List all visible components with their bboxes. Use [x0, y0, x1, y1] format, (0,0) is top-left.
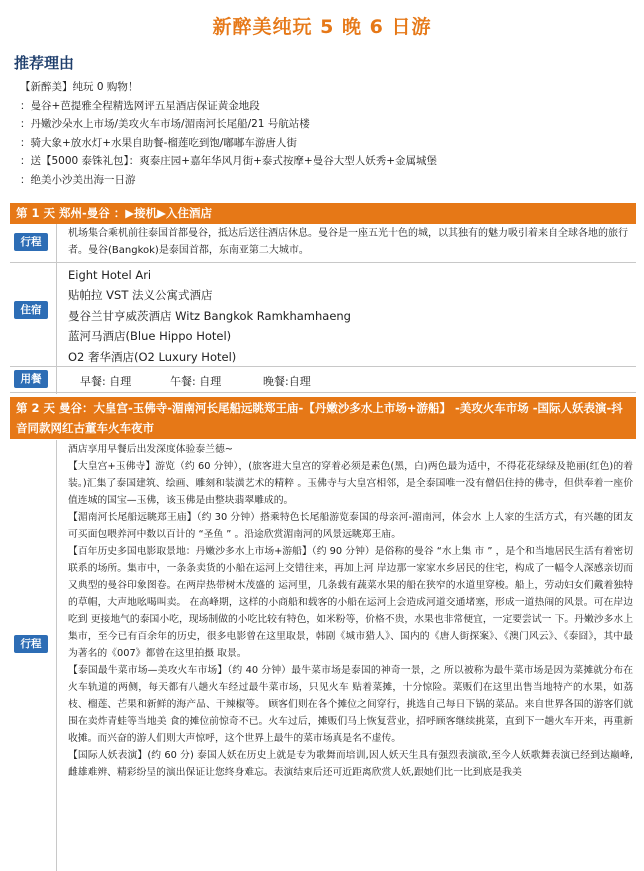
recommend-heading: 推荐理由 [14, 54, 75, 72]
hotel-item: Eight Hotel Ari [68, 268, 152, 282]
day2-paragraph: 【泰国最牛菜市场—美攻火车市场】（约 40 分钟）最牛菜市场是泰国的神奇一景，之 所以被称为最牛菜市场是因为菜摊就分布在火车轨道的两侧，每天都有八趟火车经过最牛菜市场，只见火车 贴着菜摊，十分惊险。菜贩们在这里出售当地特产的水果，如荔枝、榴莲、芒果和新鲜的海产品、干辣椒等。 顾客们则在各个摊位之间穿行，挑选自己每日下锅的菜品。来自世界各国的游客们就围在卖炸青蛙等当地美 食的摊位前惊奇不已。火车过后，摊贩们马上恢复营业，招呼顾客继续挑菜，直到下一趟火车开来，再重新 收摊。而兴奋的游人们则大声惊呼，这个世界上最牛的菜市场真是名不虚传。 [68, 665, 633, 744]
recommend-list [20, 78, 630, 190]
hotel-item: 曼谷兰甘亨威茨酒店 Witz Bangkok Ramkhamhaeng [68, 308, 351, 323]
breakfast-value: 早餐: 自理 [80, 375, 132, 388]
hotel-list [68, 265, 351, 367]
day1-itinerary-text: 机场集合乘机前往泰国首都曼谷，抵达后送往酒店休息。曼谷是一座五光十色的城，以其独有的魅力吸引着来自全球各地的旅行者。曼谷(Bangkok)是泰国首都，东南亚第二大城市。 [68, 228, 628, 256]
day2-paragraph: 【国际人妖表演】(约 60 分) 泰国人妖在历史上就是专为歌舞而培训,因人妖天生具有强烈表演欲,至今人妖歌舞表演已经到达巅峰,雌雄难辨、精彩纷呈的演出保证让您终身难忘。表演结束后还可近距离欣赏人妖,跟她们比一比到底是我美 [68, 750, 633, 778]
day2-paragraph: 酒店享用早餐后出发深度体验泰兰德~ [68, 444, 233, 455]
day1-meal-label: 用餐 [14, 370, 48, 388]
day2-paragraph: 【湄南河长尾船远眺郑王庙】（约 30 分钟）搭乘特色长尾船游览泰国的母亲河-湄南河，体会水 上人家的生活方式，有兴趣的团友可买面包喂养河中数以百计的 “圣鱼 ” 。沿途欣赏湄南河的风景远眺郑王庙。 [68, 512, 633, 540]
recommend-item: 【新醉美】纯玩 0 购物！ [20, 81, 139, 93]
day2-paragraph: 【百年历史多国电影取景地：丹嫩沙多水上市场+游船】（约 90 分钟）是俗称的曼谷 “水上集 市 ” ，是个和当地居民生活有着密切联系的场所。集市中，一条条卖货的小船在运河上交错往来，再加上河 岸边那一家家水乡居民的住宅，构成了一幅令人深感亲切而又典型的曼谷印象图卷。在两岸热带树木茂盛的 运河里，几条载有蔬菜水果的船在狭窄的水道里穿梭。船上，劳动妇女们戴着独特的草帽，大声地吆喝叫卖。 在高峰期，这样的小商船和载客的小船在运河上会造成河道交通堵塞，形成一道热闹的风景。可在岸边吃到 更接地气的泰国小吃，现场制做的小吃比较有特色，如米粉等，价格不贵，水果也非常便宜，一定要尝试一 下。丹嫩沙多水上集市，至今已有百余年的历史，很多电影曾在这里取景，韩剧《城市猎人》、国内的《唐人街探案》、《澳门风云》、《泰囧》，其中最为著名的《007》都曾在这里拍摄 取景。 [68, 546, 633, 659]
divider [10, 262, 636, 263]
recommend-item: ：送【5000 泰铢礼包】：爽泰庄园+嘉年华风月街+泰式按摩+曼谷大型人妖秀+金属城堡 [20, 155, 437, 168]
column-divider [56, 224, 57, 394]
day2-itinerary-text [68, 441, 633, 781]
page-title: 新醉美纯玩 5 晚 6 日游 [212, 16, 432, 38]
day1-hotel-label: 住宿 [14, 301, 48, 319]
day2-paragraph: 【大皇宫+玉佛寺】游览（约 60 分钟），(旅客进大皇宫的穿着必须是素色(黑，白)两色最为适中，不得花花绿绿及艳丽(红色)的着装。)汇集了泰国建筑、绘画、雕刻和装潢艺术的精粹 。玉佛寺与大皇宫相邻，是全泰国唯一没有僧侣住持的佛寺，但供奉着一座价值连城的国宝—玉佛，该玉佛是由整块翡翠雕成的。 [68, 461, 633, 506]
hotel-item: 贴帕拉 VST 法义公寓式酒店 [68, 288, 213, 303]
column-divider [56, 440, 57, 871]
recommend-item: ：曼谷+芭提雅全程精选网评五星酒店保证黄金地段 [20, 99, 260, 112]
recommend-item: ：绝美小沙美出海一日游 [20, 173, 136, 186]
divider [10, 392, 636, 393]
day2-header: 第 2 天 曼谷：大皇宫-玉佛寺-湄南河长尾船远眺郑王庙-【丹嫩沙多水上市场+游船】 -美攻火车市场 -国际人妖表演-抖音同款网红古董车火车夜市 [10, 397, 636, 439]
day1-header: 第 1 天 郑州-曼谷 ：▶接机▶入住酒店 [10, 203, 636, 224]
hotel-item: 蓝河马酒店(Blue Hippo Hotel) [68, 329, 232, 344]
dinner-value: 晚餐:自理 [263, 375, 311, 388]
divider [10, 366, 636, 367]
lunch-value: 午餐: 自理 [170, 375, 222, 388]
recommend-item: ：骑大象+放水灯+水果自助餐-榴莲吃到饱/嘟嘟车游唐人街 [20, 136, 297, 149]
day2-itinerary-label: 行程 [14, 635, 48, 653]
recommend-item: ：丹嫩沙朵水上市场/美攻火车市场/湄南河长尾船/21 号航站楼 [20, 118, 310, 131]
day1-itinerary-label: 行程 [14, 233, 48, 251]
hotel-item: O2 奢华酒店(O2 Luxury Hotel) [68, 349, 237, 364]
